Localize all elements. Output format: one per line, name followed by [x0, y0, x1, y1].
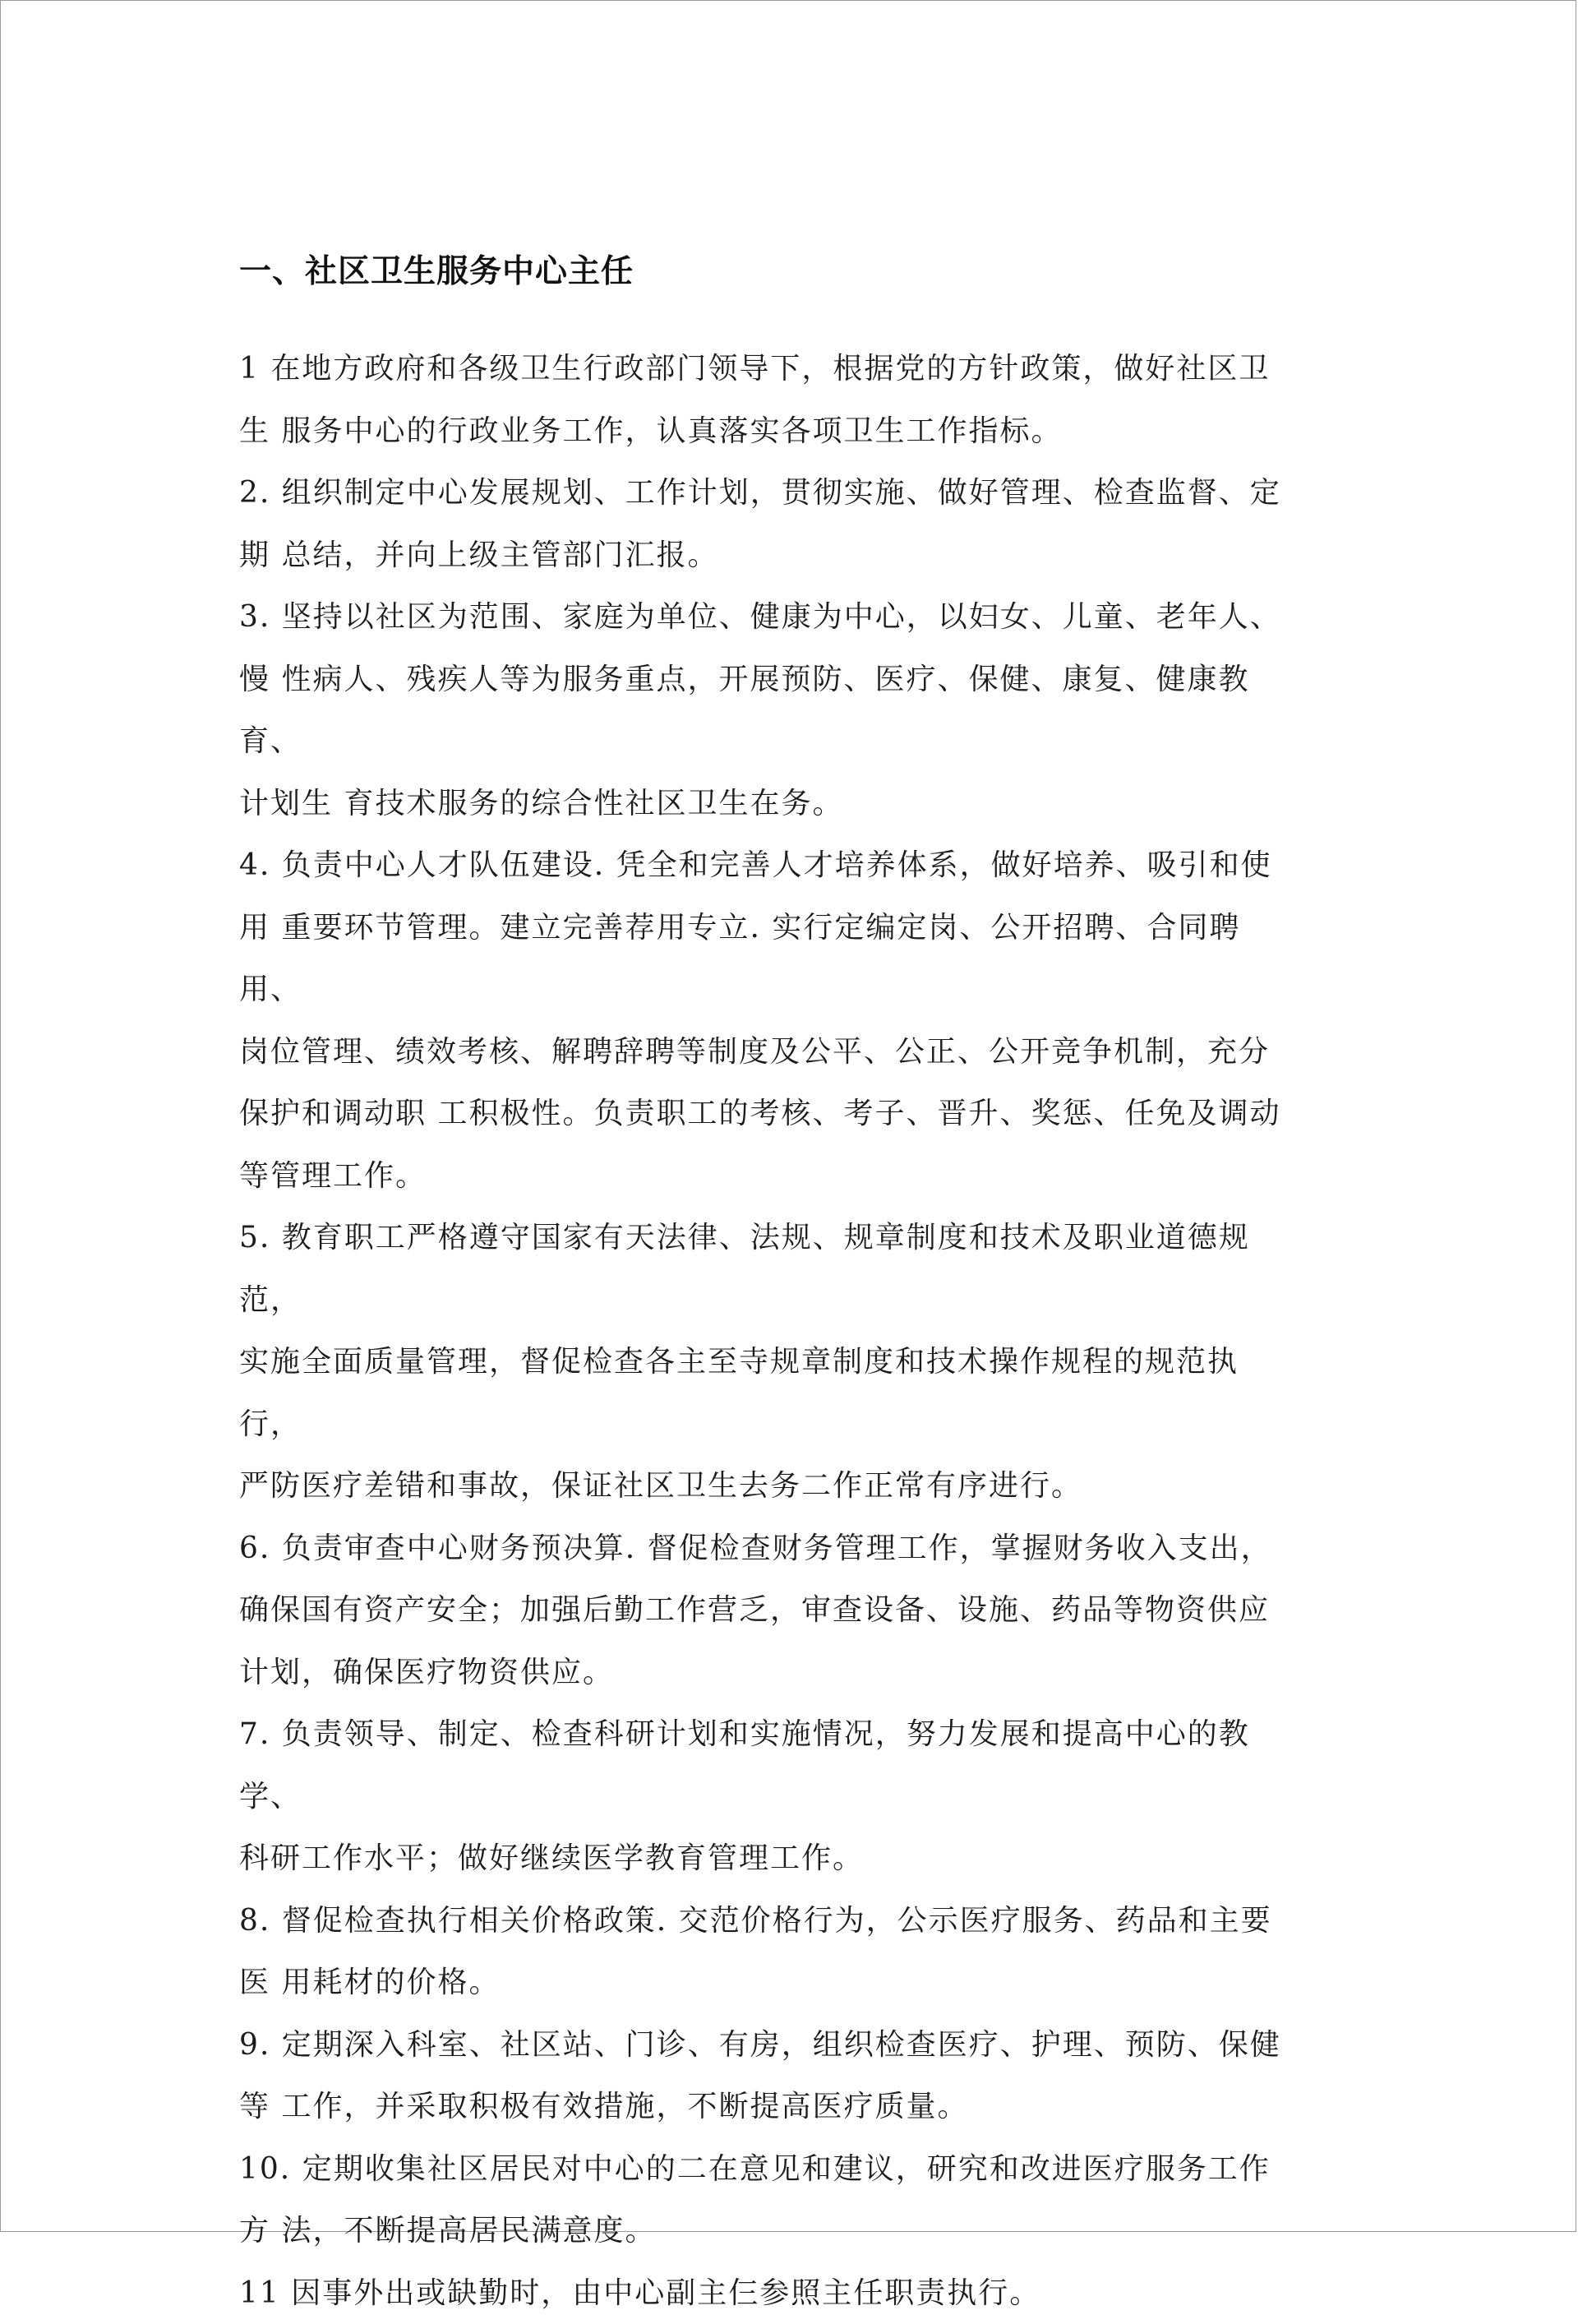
- duty-item-3: 3. 坚持以社区为范围、家庭为单位、健康为中心，以妇女、儿童、老年人、 慢 性病人、残疾人等为服务重点，开展预防、医疗、保健、康复、健康教育、 计划生 育技术服务的综合性社区卫生在务。: [239, 586, 1291, 834]
- duty-item-5: 5. 教育职工严格遵守国家有天法律、法规、规章制度和技术及职业道德规范， 实施全面质量管理，督促检查各主至寺规章制度和技术操作规程的规范执行， 严防医疗差错和事故，保证社区卫生去务二作正常有序进行。: [239, 1207, 1291, 1518]
- duty-item-6: 6. 负责审查中心财务预决算. 督促检查财务管理工作，掌握财务收入支出， 确保国有资产安全；加强后勤工作营乏，审查设备、设施、药品等物资供应 计划，确保医疗物资供应。: [239, 1518, 1291, 1704]
- duty-item-11: 11 因事外出或缺勤时，由中心副主仨参照主任职责执行。: [239, 2262, 1291, 2324]
- duty-item-4: 4. 负责中心人才队伍建设. 凭全和完善人才培养体系，做好培养、吸引和使 用 重要环节管理。建立完善荐用专立. 实行定编定岗、公开招聘、合同聘用、 岗位管理、绩效考核、解聘辞聘等制度及公平、公正、公开竞争机制，充分 保护和调动职 工积极性。负责职工的考核、考子、晋升、奖惩、任免及调动 等管理工作。: [239, 834, 1291, 1207]
- duty-item-8: 8. 督促检查执行相关价格政策. 交范价格行为，公示医疗服务、药品和主要 医 用耗材的价格。: [239, 1890, 1291, 2014]
- document-title: 一、社区卫生服务中心主任: [239, 243, 1291, 301]
- duty-item-2: 2. 组织制定中心发展规划、工作计划，贯彻实施、做好管理、检查监督、定 期 总结，并向上级主管部门汇报。: [239, 462, 1291, 586]
- duty-item-9: 9. 定期深入科室、社区站、门诊、有房，组织检查医疗、护理、预防、保健 等 工作，并采取积极有效措施，不断提高医疗质量。: [239, 2014, 1291, 2138]
- duty-item-1: 1 在地方政府和各级卫生行政部门领导下，根据党的方针政策，做好社区卫 生 服务中心的行政业务工作，认真落实各项卫生工作指标。: [239, 338, 1291, 462]
- duty-list: [239, 338, 1291, 2324]
- duty-item-10: 10. 定期收集社区居民对中心的二在意见和建议，研究和改进医疗服务工作 方 法，不断提高居民满意度。: [239, 2138, 1291, 2262]
- document-body: [239, 243, 1291, 2324]
- duty-item-7: 7. 负责领导、制定、检查科研计划和实施情况，努力发展和提高中心的教学、 科研工作水平；做好继续医学教育管理工作。: [239, 1703, 1291, 1890]
